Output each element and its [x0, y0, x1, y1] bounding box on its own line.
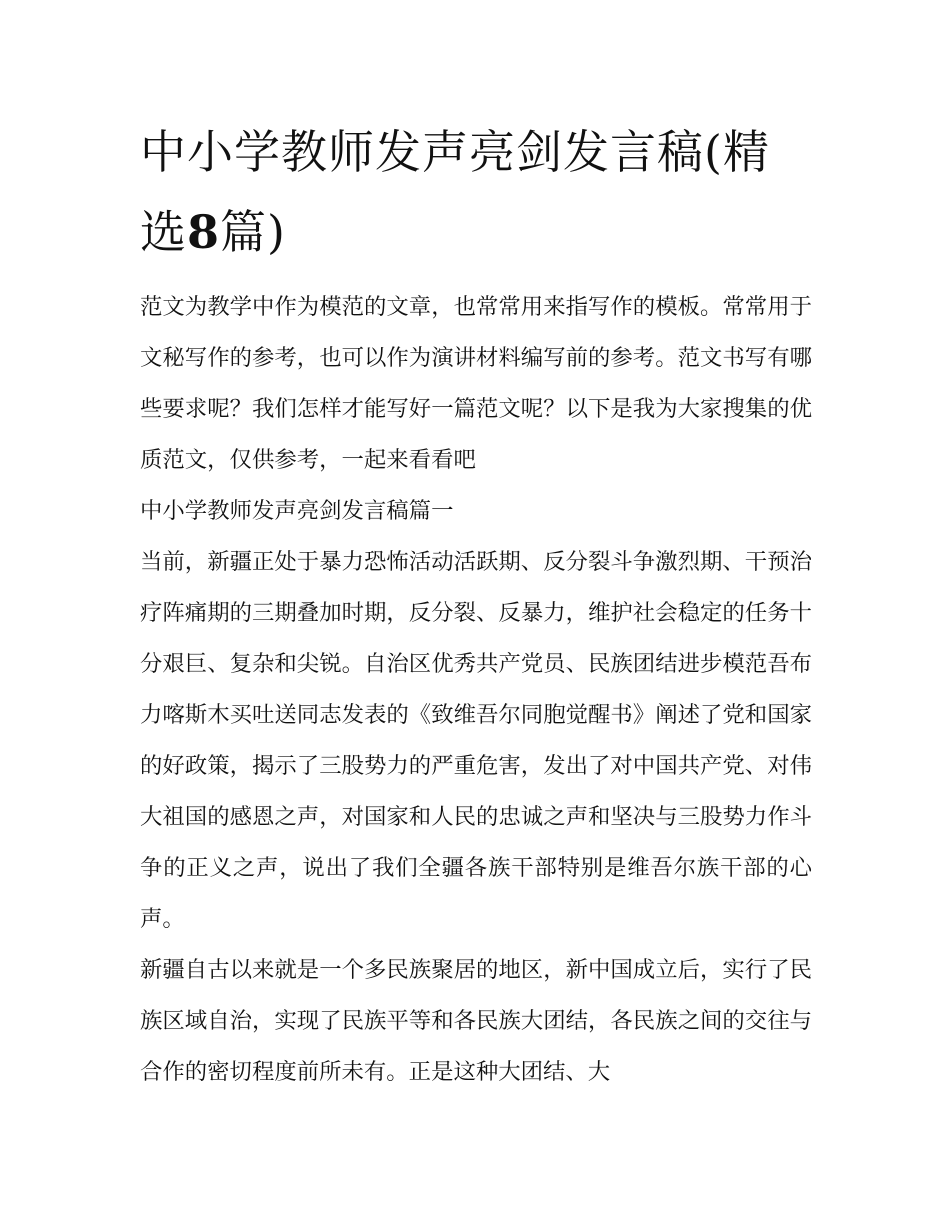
document-title: [140, 112, 812, 272]
intro-paragraph: 范文为教学中作为模范的文章，也常常用来指写作的模板。常常用于文秘写作的参考，也可以作为演讲材料编写前的参考。范文书写有哪些要求呢？我们怎样才能写好一篇范文呢？以下是我为大家搜集的优质范文，仅供参考，一起来看看吧: [140, 294, 812, 473]
title-number: 8: [187, 205, 221, 259]
body-paragraph-1: 当前，新疆正处于暴力恐怖活动活跃期、反分裂斗争激烈期、干预治疗阵痛期的三期叠加时期，反分裂、反暴力，维护社会稳定的任务十分艰巨、复杂和尖锐。自治区优秀共产党员、民族团结进步模范吾布力喀斯木买吐送同志发表的《致维吾尔同胞觉醒书》阐述了党和国家的好政策，揭示了三股势力的严重危害，发出了对中国共产党、对伟大祖国的感恩之声，对国家和人民的忠诚之声和坚决与三股势力作斗争的正义之声，说出了我们全疆各族干部特别是维吾尔族干部的心声。: [140, 549, 812, 932]
document-page: [140, 112, 812, 1098]
title-text: 中小学教师发声亮剑发言稿(精选: [140, 125, 770, 259]
body-paragraph-2: 新疆自古以来就是一个多民族聚居的地区，新中国成立后，实行了民族区域自治，实现了民族平等和各民族大团结，各民族之间的交往与合作的密切程度前所未有。正是这种大团结、大: [140, 957, 812, 1085]
title-suffix: 篇): [220, 205, 286, 259]
section-heading: 中小学教师发声亮剑发言稿篇一: [140, 498, 454, 524]
